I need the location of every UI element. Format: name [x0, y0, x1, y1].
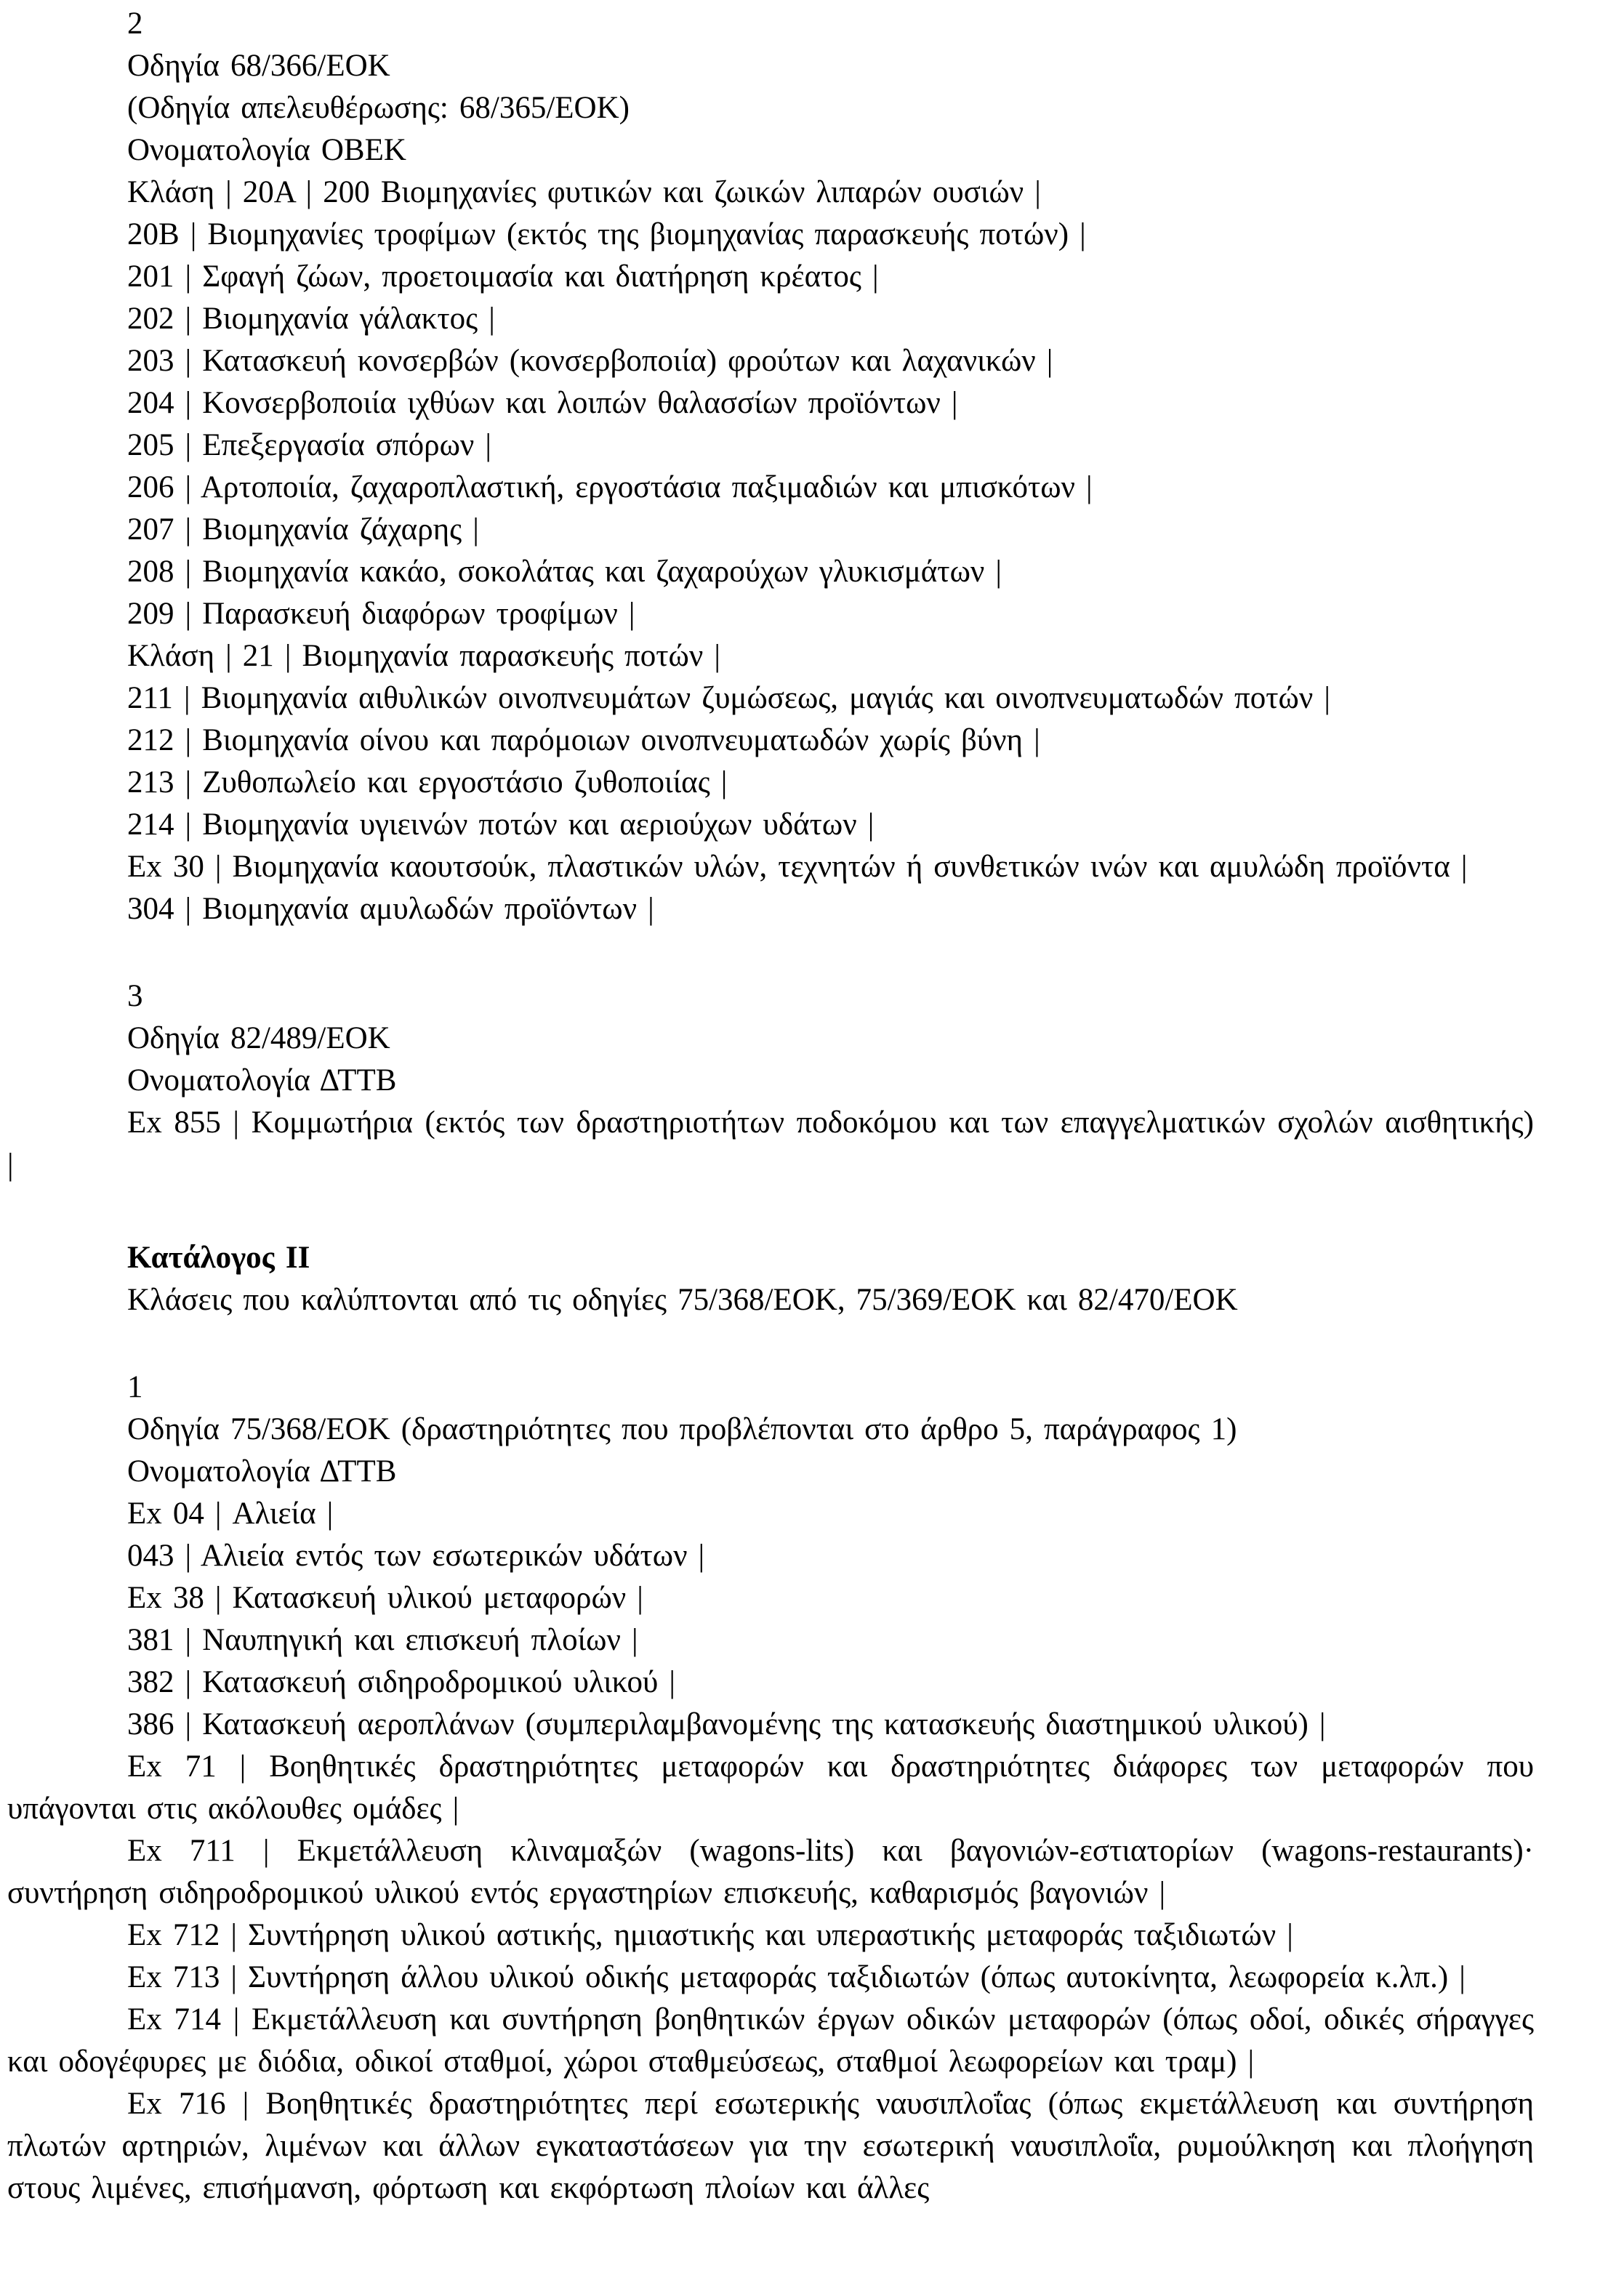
nomenclature-entry: Ex 04 | Αλιεία |	[127, 1497, 334, 1531]
directive-title: Οδηγία 75/368/ΕΟΚ (δραστηριότητες που προβλέπονται στο άρθρο 5, παράγραφος 1)	[127, 1412, 1237, 1446]
liberalisation-note: (Οδηγία απελευθέρωσης: 68/365/ΕΟΚ)	[127, 91, 630, 125]
nomenclature-entry: Ex 38 | Κατασκευή υλικού μεταφορών |	[127, 1581, 643, 1615]
nomenclature-entry: Ex 71 | Βοηθητικές δραστηριότητες μεταφορών και δραστηριότητες διάφορες των μεταφορών που υπάγονται στις ακόλουθες ομάδες |	[7, 1749, 1534, 1826]
nomenclature-entry: 304 | Βιομηχανία αμυλωδών προϊόντων |	[127, 892, 654, 926]
nomenclature-entry: 211 | Βιομηχανία αιθυλικών οινοπνευμάτων ζυμώσεως, μαγιάς και οινοπνευματωδών ποτών |	[127, 681, 1330, 715]
nomenclature-label: Ονοματολογία ΔΤΤΒ	[127, 1454, 397, 1489]
nomenclature-entry: 213 | Ζυθοπωλείο και εργοστάσιο ζυθοποιίας |	[127, 765, 728, 799]
nomenclature-entry: Ex 30 | Βιομηχανία καουτσούκ, πλαστικών υλών, τεχνητών ή συνθετικών ινών και αμυλώδη προϊόντα |	[127, 850, 1468, 884]
nomenclature-entry: 207 | Βιομηχανία ζάχαρης |	[127, 512, 479, 547]
nomenclature-entry: Ex 713 | Συντήρηση άλλου υλικού οδικής μεταφοράς ταξιδιωτών (όπως αυτοκίνητα, λεωφορεία κ.λπ.) |	[127, 1960, 1466, 1994]
section-number: 1	[127, 1370, 143, 1404]
list-heading: Κατάλογος II	[127, 1241, 310, 1275]
nomenclature-entry: 214 | Βιομηχανία υγιεινών ποτών και αεριούχων υδάτων |	[127, 807, 875, 842]
nomenclature-entry: Ex 716 | Βοηθητικές δραστηριότητες περί εσωτερικής ναυσιπλοΐας (όπως εκμετάλλευση και συντήρηση πλωτών αρτηριών, λιμένων και άλλων εγκαταστάσεων για την εσωτερική ναυσιπλοΐα, ρυμούλκηση και πλοήγηση στους λιμένες, επισήμανση, φόρτωση και εκφόρτωση πλοίων και άλλες	[7, 2087, 1534, 2205]
nomenclature-entry: 212 | Βιομηχανία οίνου και παρόμοιων οινοπνευματωδών χωρίς βύνη |	[127, 723, 1040, 757]
nomenclature-entry: 205 | Επεξεργασία σπόρων |	[127, 428, 492, 462]
nomenclature-label: Ονοματολογία ΟΒΕΚ	[127, 133, 406, 167]
nomenclature-entry: Ex 855 | Κομμωτήρια (εκτός των δραστηριοτήτων ποδοκόμου και των επαγγελματικών σχολών αισθητικής) |	[7, 1105, 1534, 1182]
nomenclature-entry: 043 | Αλιεία εντός των εσωτερικών υδάτων |	[127, 1539, 705, 1573]
nomenclature-entry: Ex 711 | Εκμετάλλευση κλιναμαξών (wagons-lits) και βαγονιών-εστιατορίων (wagons-restaurants)· συντήρηση σιδηροδρομικού υλικού εντός εργαστηρίων επισκευής, καθαρισμός βαγονιών |	[7, 1834, 1534, 1910]
nomenclature-entry: 381 | Ναυπηγική και επισκευή πλοίων |	[127, 1623, 638, 1657]
nomenclature-label: Ονοματολογία ΔΤΤΒ	[127, 1063, 397, 1097]
nomenclature-entry: 204 | Κονσερβοποιία ιχθύων και λοιπών θαλασσίων προϊόντων |	[127, 386, 958, 420]
section-number: 3	[127, 979, 143, 1013]
nomenclature-entry: Κλάση | 21 | Βιομηχανία παρασκευής ποτών |	[127, 639, 720, 673]
nomenclature-entry: Κλάση | 20Α | 200 Βιομηχανίες φυτικών και ζωικών λιπαρών ουσιών |	[127, 175, 1041, 209]
document-body	[7, 3, 1534, 2210]
directive-title: Οδηγία 68/366/ΕΟΚ	[127, 49, 390, 83]
nomenclature-entry: 202 | Βιομηχανία γάλακτος |	[127, 302, 495, 336]
nomenclature-entry: 201 | Σφαγή ζώων, προετοιμασία και διατήρηση κρέατος |	[127, 259, 879, 294]
nomenclature-entry: 206 | Αρτοποιία, ζαχαροπλαστική, εργοστάσια παξιμαδιών και μπισκότων |	[127, 470, 1093, 504]
nomenclature-entry: 208 | Βιομηχανία κακάο, σοκολάτας και ζαχαρούχων γλυκισμάτων |	[127, 555, 1002, 589]
section-number: 2	[127, 7, 143, 41]
directive-title: Οδηγία 82/489/ΕΟΚ	[127, 1021, 390, 1055]
nomenclature-entry: 209 | Παρασκευή διαφόρων τροφίμων |	[127, 597, 635, 631]
nomenclature-entry: Ex 712 | Συντήρηση υλικού αστικής, ημιαστικής και υπεραστικής μεταφοράς ταξιδιωτών |	[127, 1918, 1293, 1952]
nomenclature-entry: 203 | Κατασκευή κονσερβών (κονσερβοποιία) φρούτων και λαχανικών |	[127, 344, 1053, 378]
nomenclature-entry: 382 | Κατασκευή σιδηροδρομικού υλικού |	[127, 1665, 675, 1699]
nomenclature-entry: 20Β | Βιομηχανίες τροφίμων (εκτός της βιομηχανίας παρασκευής ποτών) |	[127, 217, 1086, 251]
list-subtitle: Κλάσεις που καλύπτονται από τις οδηγίες 75/368/ΕΟΚ, 75/369/ΕΟΚ και 82/470/ΕΟΚ	[127, 1283, 1238, 1317]
nomenclature-entry: 386 | Κατασκευή αεροπλάνων (συμπεριλαμβανομένης της κατασκευής διαστημικού υλικού) |	[127, 1707, 1326, 1741]
nomenclature-entry: Ex 714 | Εκμετάλλευση και συντήρηση βοηθητικών έργων οδικών μεταφορών (όπως οδοί, οδικές σήραγγες και οδογέφυρες με διόδια, οδικοί σταθμοί, χώροι σταθμεύσεως, σταθμοί λεωφορείων και τραμ) |	[7, 2002, 1534, 2079]
